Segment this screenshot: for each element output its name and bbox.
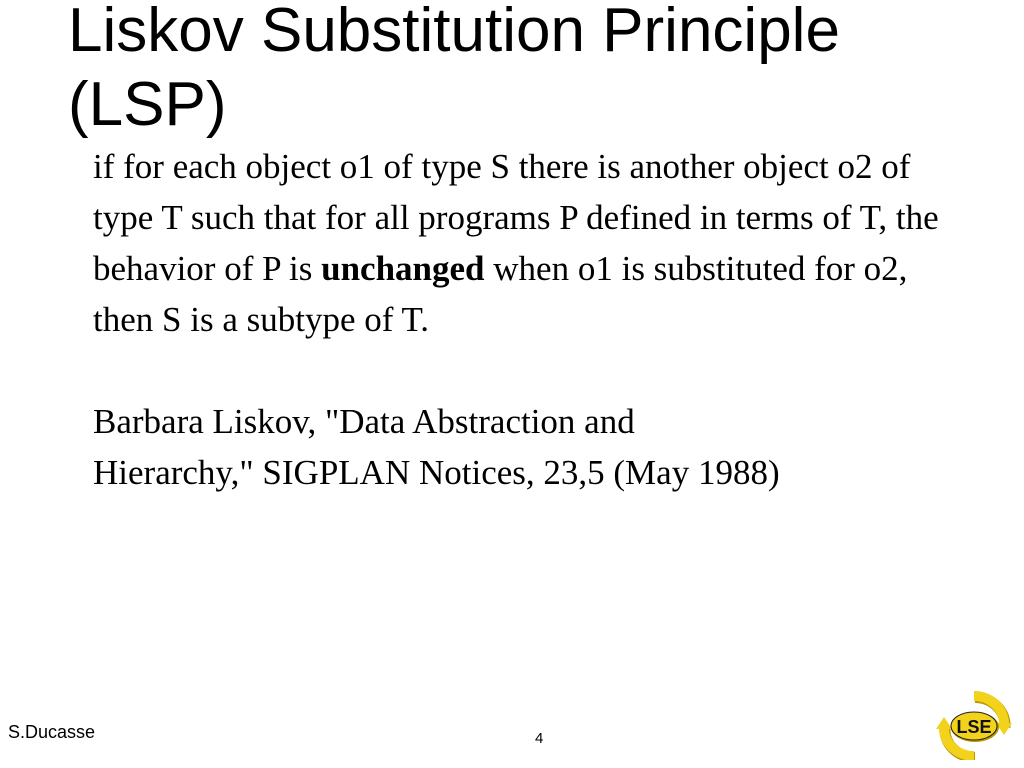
definition-bold-word: unchanged: [321, 249, 485, 288]
definition-text-before: if for each object o1 of type S there is another object o2 of type T such that for all programs P defined in terms of T, the behavior of P is: [93, 147, 939, 288]
definition-text-after: when o1 is substituted for o2, then S is a subtype of T.: [93, 249, 908, 339]
lse-logo-icon: [934, 690, 1014, 760]
footer-author: S.Ducasse: [8, 722, 96, 742]
citation-line-1: Barbara Liskov, "Data Abstraction and: [93, 402, 635, 441]
slide-title-line-1: Liskov Substitution Principle: [68, 0, 840, 65]
citation: [93, 396, 943, 498]
slide-body: [93, 141, 943, 498]
slide-title: [68, 0, 968, 142]
svg-text:LSE: LSE: [956, 717, 992, 737]
page-number: 4: [535, 730, 544, 747]
lsp-definition: [93, 141, 943, 345]
citation-line-2: Hierarchy," SIGPLAN Notices, 23,5 (May 1988): [93, 453, 780, 492]
slide-title-line-2: (LSP): [68, 70, 227, 139]
